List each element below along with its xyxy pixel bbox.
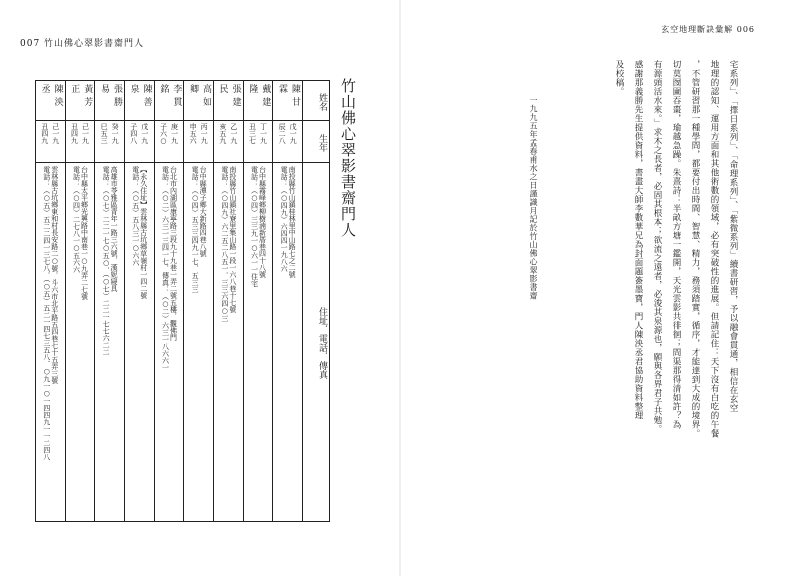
row-address: 台北市內湖區康寧路三段九十九巷一弄二號五樓．觀佛門 電話：（○二）六三一三四一七．傳真：（○二）六三一八六六一 xyxy=(161,166,178,371)
header-address: 住址．電話．傳真 xyxy=(317,307,327,379)
table-row xyxy=(94,81,124,521)
row-address: 南投縣竹山鎮社寮里集山路一段一六八巷十七號 電話：（○四九）六二五二八五一．三三六四○三 xyxy=(220,166,237,322)
row-year: 己一九 丑四九 xyxy=(66,121,95,163)
row-year: 己一九 丑四九 xyxy=(36,121,65,163)
preface-line: 有源頭活水來。」求木之長者，必固其根本；欲流之遠者，必浚其泉源也，願與各界君子共勉。 xyxy=(652,60,662,434)
row-name: 張勝易 xyxy=(95,81,124,121)
signature-line: 一九九五年孟春甫水之日謹識月記於竹山佛心翠影書齋 xyxy=(529,96,538,300)
row-name: 陳泱丞 xyxy=(36,81,65,121)
row-name: 黃芳正 xyxy=(66,81,95,121)
preface-line: 宅系列」、「擇日系列」、「命理系列」、「紫微系列」續書研習，予以融會貫通，相信在玄空 xyxy=(728,60,738,413)
row-name: 陳善泉 xyxy=(125,81,154,121)
table-row xyxy=(183,81,213,521)
row-address: 台中縣太平鄉光興路中南巷一○九弄二七號 電話：（○四）二七八一○五六六 xyxy=(72,166,89,300)
row-year: 丁一九 丑三七 xyxy=(244,121,273,163)
table-row xyxy=(65,81,95,521)
table-row xyxy=(272,81,302,521)
table-row xyxy=(213,81,243,521)
header-name: 姓名 xyxy=(303,81,329,121)
row-year: 癸一九 巳五三 xyxy=(95,121,124,163)
section-title: 竹山佛心翠影書齋門人 xyxy=(339,78,357,238)
row-name: 張建民 xyxy=(214,81,243,121)
preface-line: 感謝那義勝先生提供資料，書畫大師李數華兄為封面題簽墨寶，門人陳泱丞君協助資料整理 xyxy=(633,60,643,420)
preface-line: 及校稿。 xyxy=(614,60,624,96)
table-row xyxy=(124,81,154,521)
row-year: 丙一九 申五六 xyxy=(184,121,213,163)
row-address: 高雄市苓雅區青年一路三六號．漢妮寢具 電話：（○七）二二一七○五○．（○七）二二一七七六二二 xyxy=(102,166,119,356)
row-address: 【永久住址】雲林縣古坑鄉草嶺村一四二號 電話：（○五）五八三一○六六 xyxy=(131,166,148,299)
header-year: 生年 xyxy=(303,121,329,163)
row-address: 雲林縣古坑鄉東和村長安路二○號．斗六市北平路五四巷七十五弄三號 電話：（○五）五二二四一三七八．（○五）五二一四七三五八．○九一○一四四九一一二四八 xyxy=(42,166,59,461)
right-page xyxy=(400,0,793,576)
left-page-header: 007 竹山佛心翠影書齋門人 xyxy=(20,39,145,49)
row-address: 台中縣潭子鄉大新路四巷八號 電話：（○四）五三三四九一七．五三三 xyxy=(191,166,208,293)
table-row xyxy=(243,81,273,521)
right-page-header: 玄空地理斷訣彙解 006 xyxy=(661,25,755,34)
table-header-column xyxy=(302,81,329,521)
preface-line: 切莫囫圇吞棗，瑜越急躁。朱熹詩：半畝方塘一鑑開，天光雲影共徘徊；問渠那得清如許？為 xyxy=(671,60,681,429)
disciples-table xyxy=(35,80,330,522)
preface-line: 地理的認知、運用方面和其他術數的領域，必有突破性的進展。但請記住：天下沒有白吃的午餐 xyxy=(709,60,719,438)
row-year: 乙一九 亥五九 xyxy=(214,121,243,163)
preface-body xyxy=(607,60,737,530)
row-year: 戊一九 辰二八 xyxy=(273,121,302,163)
table-row xyxy=(154,81,184,521)
preface-line: ，不管研習那一種學問，都要付出時間、智慧、精力，務須踏實，循序，才能達到大成的境界。 xyxy=(690,60,700,438)
row-address: 南投縣竹山鎮桂林里中山路七之二號 電話：（○四九）六四四一九八六 xyxy=(280,166,297,278)
row-address: 台中縣霧峰鄉柳樹湳新厝巷四十八號 電話：（○四）三三九一○六一一住宅 xyxy=(250,166,267,287)
signature-block xyxy=(527,96,539,300)
table-row xyxy=(36,81,65,521)
row-name: 戴建隆 xyxy=(244,81,273,121)
row-name: 高如卿 xyxy=(184,81,213,121)
row-year: 庚一九 子六○ xyxy=(155,121,184,163)
row-year: 戊一九 子四八 xyxy=(125,121,154,163)
row-name: 李貫銘 xyxy=(155,81,184,121)
row-name: 陳甘霖 xyxy=(273,81,302,121)
